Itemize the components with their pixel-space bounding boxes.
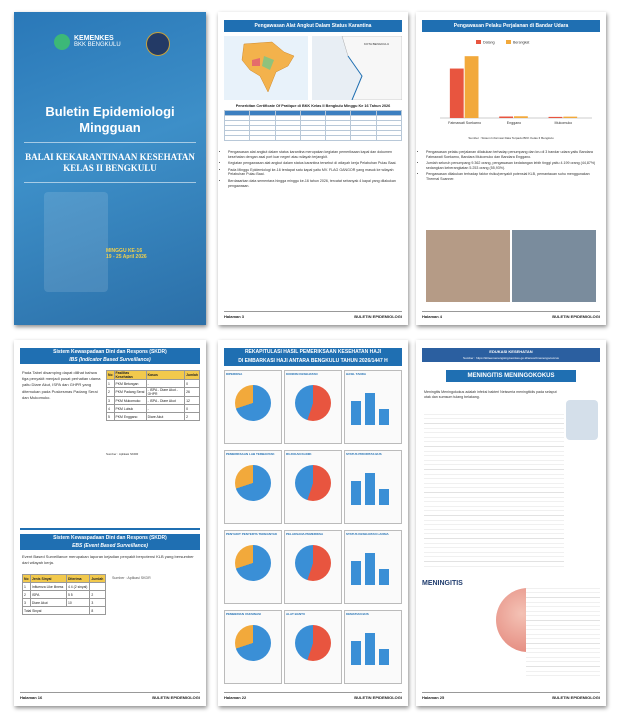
tick-label: Fatmawati Soekarno <box>448 121 482 125</box>
panel-title: STATUS PRIORITAS BUS <box>346 452 382 456</box>
table-row <box>23 591 106 599</box>
cover-title: Buletin Epidemiologi Mingguan <box>45 104 175 135</box>
page-footer <box>422 311 600 319</box>
cell: PKM Lubuk <box>114 405 146 413</box>
col-header: Fasilitas Kesehatan <box>114 371 146 380</box>
page-header: Pengawasan Pelaku Perjalanan di Bandar Udara <box>422 20 600 32</box>
photo-grid <box>426 230 596 302</box>
dashboard-panel <box>224 450 282 524</box>
cell: 3 <box>90 599 106 607</box>
page-header <box>422 348 600 362</box>
table-row <box>107 397 200 405</box>
airport-bar-chart <box>426 38 596 134</box>
ebs-text: Event Based Surveillance merupakan laporan kejadian penyakit berpotensi KLB yang bersumber dari wilayah kerja. <box>22 554 194 565</box>
cell: 0 <box>185 405 200 413</box>
page-number: Halaman 3 <box>224 314 245 319</box>
people-photo <box>44 192 108 292</box>
ebs-header <box>20 534 200 550</box>
cover-subtitle: BALAI KEKARANTINAAN KESEHATAN KELAS II BENGKULU <box>25 152 195 173</box>
cell: 12 <box>185 397 200 405</box>
cell: PKM Padang Serai <box>114 388 146 397</box>
page-quarantine <box>218 12 408 325</box>
cell: 1 <box>107 380 115 388</box>
list-item: • Pengawasan alat angkut dalam status karantina merupakan kegiatan pemeriksaan kapal dan dokumen kesehatan dengan asal port luar negeri atau wilayah terjangkit. <box>228 150 400 159</box>
table-source: Sumber : Aplikasi SKDR <box>106 452 139 456</box>
list-item: • Kegiatan pengawasan alat angkut dalam status karantina tersebut di wilayah kerja Pelabuhan Pulau Baai. <box>228 161 400 166</box>
panel-graphic <box>351 545 395 585</box>
page-airport <box>416 12 606 325</box>
cell: 3 <box>107 397 115 405</box>
list-item: • Jumlah seluruh penumpang 9.362 orang, pengawasan kedatangan lebih tinggi yaitu 4.199 orang (44,87%) sedangkan keberangkatan 5.253 orang (55,93%). <box>426 161 598 170</box>
panel-title: PENYAKIT PENYERTA TERBANYAK <box>226 532 278 536</box>
cell: 2 <box>23 591 31 599</box>
page-number: Halaman 4 <box>422 314 443 319</box>
kemenkes-logo <box>54 34 121 50</box>
cell: - ISPA - Diare Akut <box>146 397 184 405</box>
ebs-source: Sumber : Aplikasi SKDR <box>112 576 151 580</box>
page-skdr <box>14 340 206 706</box>
page-footer <box>422 692 600 700</box>
map-label: KOTA BENGKULU <box>364 42 390 46</box>
panel-title: PEMBERIAN VAKSINASI <box>226 612 261 616</box>
col-header: No <box>107 371 115 380</box>
panel-graphic <box>295 625 331 661</box>
cell <box>90 583 106 591</box>
bar <box>563 117 577 118</box>
bar <box>499 117 513 118</box>
list-item: • Pengawasan dilakukan terhadap faktor risiko/penyakit potensial KLB, pemantauan suhu menggunakan Thermal Scanner. <box>426 172 598 181</box>
cell: 26 <box>185 388 200 397</box>
col-header: Jumlah <box>90 575 106 583</box>
cover-page <box>14 12 206 325</box>
kemenkes-icon <box>54 34 70 50</box>
ibs-title: Sistem Kewaspadaan Dini dan Respons (SKDR) <box>53 349 167 355</box>
bacteria-image <box>566 400 598 440</box>
legend-label: Datang <box>483 40 495 45</box>
dashboard-panel <box>224 530 282 604</box>
dashboard-panel <box>284 530 342 604</box>
panel-graphic <box>235 545 271 581</box>
tick-label: Enggano <box>506 121 522 125</box>
panel-title: HASIL TANDA <box>346 372 367 376</box>
cell: 2 <box>90 591 106 599</box>
cell: 1 <box>23 583 31 591</box>
ibs-header <box>20 348 200 364</box>
india-map <box>224 36 308 100</box>
table-row <box>107 405 200 413</box>
panel-graphic <box>351 625 395 665</box>
footer-title: BULETIN EPIDEMIOLOGI <box>552 695 600 700</box>
cell: - <box>146 405 184 413</box>
panel-title: KEMATIAN BUS <box>346 612 369 616</box>
cop-table <box>224 110 402 141</box>
header-line1: REKAPITULASI HASIL PEMERIKSAAN KESEHATAN HAJI <box>244 349 382 355</box>
page-hajj <box>218 340 408 706</box>
footer-title: BULETIN EPIDEMIOLOGI <box>354 314 402 319</box>
text-block <box>424 410 564 570</box>
dashboard-panel <box>344 370 402 444</box>
header-line2: Sumber : https://kitteemenengsing.kemkes.go.id/anuori/menengococcus <box>463 356 559 360</box>
divider <box>24 142 196 143</box>
col-header: Jenis Sinyal <box>30 575 66 583</box>
panel-graphic <box>295 385 331 421</box>
legend-label: Berangkat <box>513 40 530 45</box>
article-title: MENINGITIS MENINGOKOKUS <box>446 370 576 382</box>
image-label: MENINGITIS <box>422 580 463 587</box>
week-dates: 19 - 25 April 2026 <box>106 254 147 260</box>
cell: 2 <box>107 388 115 397</box>
table-row <box>107 380 200 388</box>
panel-graphic <box>235 465 271 501</box>
panel-title: KONDISI KESEHATAN <box>286 372 318 376</box>
ebs-subtitle: EBS (Event Based Surveillance) <box>72 543 148 549</box>
ebs-title: Sistem Kewaspadaan Dini dan Respons (SKDR) <box>53 535 167 541</box>
ibs-table <box>106 370 200 421</box>
dashboard-panel <box>344 530 402 604</box>
org-line1: KEMENKES <box>74 35 114 42</box>
table-row <box>23 607 106 615</box>
table-title: Penerbitan Certificate Of Pratique di BKK Kelas II Bengkulu Minggu Ke 16 Tahun 2026 <box>235 104 391 108</box>
ibs-intro: Pada Tabel disamping dapat dilihat bahwa tiga penyakit menjadi pusat perhatian utama yaitu Diare Akut, ISPA dan GHPR yang ditemukan pada Puskesmas Padang Serai dan Mukomuko. <box>22 370 101 400</box>
cell: PKM Enggano <box>114 413 146 421</box>
table-row <box>107 413 200 421</box>
bar <box>465 56 479 118</box>
panel-graphic <box>351 385 395 425</box>
cell: - <box>146 380 184 388</box>
cell: 4 <box>107 405 115 413</box>
panel-title: PELAKSANA PEMERIKSA <box>286 532 324 536</box>
cell: 5 <box>107 413 115 421</box>
dashboard-panel <box>284 610 342 684</box>
divider <box>24 182 196 183</box>
col-header: No <box>24 576 29 581</box>
legend-swatch <box>476 40 481 44</box>
col-header: Diterima <box>66 575 89 583</box>
legend-swatch <box>506 40 511 44</box>
cell: Diare Akut <box>30 599 66 607</box>
chart-caption: Sumber : Sistem Informasi Data Terpadu BKK Kelas II Bengkulu <box>468 136 554 140</box>
page-footer <box>20 692 200 700</box>
table-row <box>23 599 106 607</box>
dashboard-panel <box>284 370 342 444</box>
page-footer <box>224 692 402 700</box>
footer-title: BULETIN EPIDEMIOLOGI <box>552 314 600 319</box>
table-row <box>107 388 200 397</box>
panel-graphic <box>295 545 331 581</box>
page-number: Halaman 22 <box>224 695 247 700</box>
header-line1: EDUKASI KESEHATAN <box>489 349 533 354</box>
week-number: MINGGU KE-16 <box>106 248 143 254</box>
footer-title: BULETIN EPIDEMIOLOGI <box>354 695 402 700</box>
bullet-list <box>426 150 598 184</box>
cell: 3 <box>23 599 31 607</box>
photo <box>426 230 510 302</box>
list-item: • Pengawasan pelaku perjalanan dilakukan terhadap penumpang dan kru di 3 bandar udara yaitu Bandara Fatmawati Soekarno, Bandara Mukomuko dan Bandara Enggano. <box>426 150 598 159</box>
footer-title: BULETIN EPIDEMIOLOGI <box>152 695 200 700</box>
ibs-subtitle: IBS (Indicator Based Surveillance) <box>69 357 151 363</box>
page-number: Halaman 16 <box>20 695 43 700</box>
header-line2: DI EMBARKASI HAJI ANTARA BENGKULU TAHUN 2026/1447 H <box>238 358 388 364</box>
list-item: • Pada Minggu Epidemiologi ke-16 terdapat satu kapal yaitu MV. FLAG GANGOR yang masuk ke wilayah Pelabuhan Pulau Baai. <box>228 168 400 177</box>
col-header: Jumlah <box>185 371 200 380</box>
bullet-list <box>228 150 400 190</box>
dashboard-panel <box>224 370 282 444</box>
bar <box>514 116 528 118</box>
cell: Influenza Like Illness <box>30 583 66 591</box>
panel-graphic <box>351 465 395 505</box>
table-row <box>23 583 106 591</box>
cell: Total Sinyal <box>23 607 90 615</box>
photo <box>512 230 596 302</box>
dashboard-panel <box>344 450 402 524</box>
panel-title: RUJUKAN KLINIK <box>286 452 312 456</box>
cell: PKM Mukomuko <box>114 397 146 405</box>
cell: 4 4 (2 sinyal) <box>66 583 89 591</box>
col-header: Kasus <box>146 371 184 380</box>
cell: PKM Betungan <box>114 380 146 388</box>
page-footer <box>224 311 402 319</box>
bar <box>549 117 563 118</box>
cell: ISPA <box>30 591 66 599</box>
dashboard-panel <box>344 610 402 684</box>
bengkulu-map <box>312 36 402 100</box>
page-header: Pengawasan Alat Angkut Dalam Status Karantina <box>224 20 402 32</box>
cell: 8 <box>90 607 106 615</box>
panel-graphic <box>295 465 331 501</box>
ebs-table <box>22 574 106 615</box>
bar <box>450 69 464 118</box>
panel-title: DIPERIKSA <box>226 372 243 376</box>
dashboard-panel <box>284 450 342 524</box>
org-line2: BKK BENGKULU <box>74 42 121 48</box>
panel-graphic <box>235 385 271 421</box>
cell: 0 <box>185 380 200 388</box>
page-number: Halaman 25 <box>422 695 445 700</box>
panel-title: PEMERIKSAAN LAB TERBANYAK <box>226 452 275 456</box>
panel-title: STATUS KESEHATAN LANSIA <box>346 532 389 536</box>
cover-week <box>106 248 147 260</box>
cell: 10 <box>66 599 89 607</box>
text-block <box>526 584 600 676</box>
page-header <box>224 348 402 366</box>
list-item: • Berdasarkan data sementara hingga minggu ke-16 tahun 2026, tercatat sebanyak 4 kapal yang dilakukan pengawasan. <box>228 179 400 188</box>
tick-label: Mukomuko <box>554 121 573 125</box>
panel-title: ALAT BANTU <box>286 612 306 616</box>
emblem-icon <box>146 32 170 56</box>
dashboard-panel <box>224 610 282 684</box>
cell: - ISPA - Diare Akut - GHPR <box>146 388 184 397</box>
page-education <box>416 340 606 706</box>
panel-graphic <box>235 625 271 661</box>
cell: 5 5 <box>66 591 89 599</box>
cell: 2 <box>185 413 200 421</box>
section-divider <box>20 528 200 530</box>
cell: Diare Akut <box>146 413 184 421</box>
article-body: Meningitis Meningokokus adalah infeksi bakteri Neisseria meningitidis pada selaput otak dan sumsum tulang belakang. <box>424 390 557 399</box>
